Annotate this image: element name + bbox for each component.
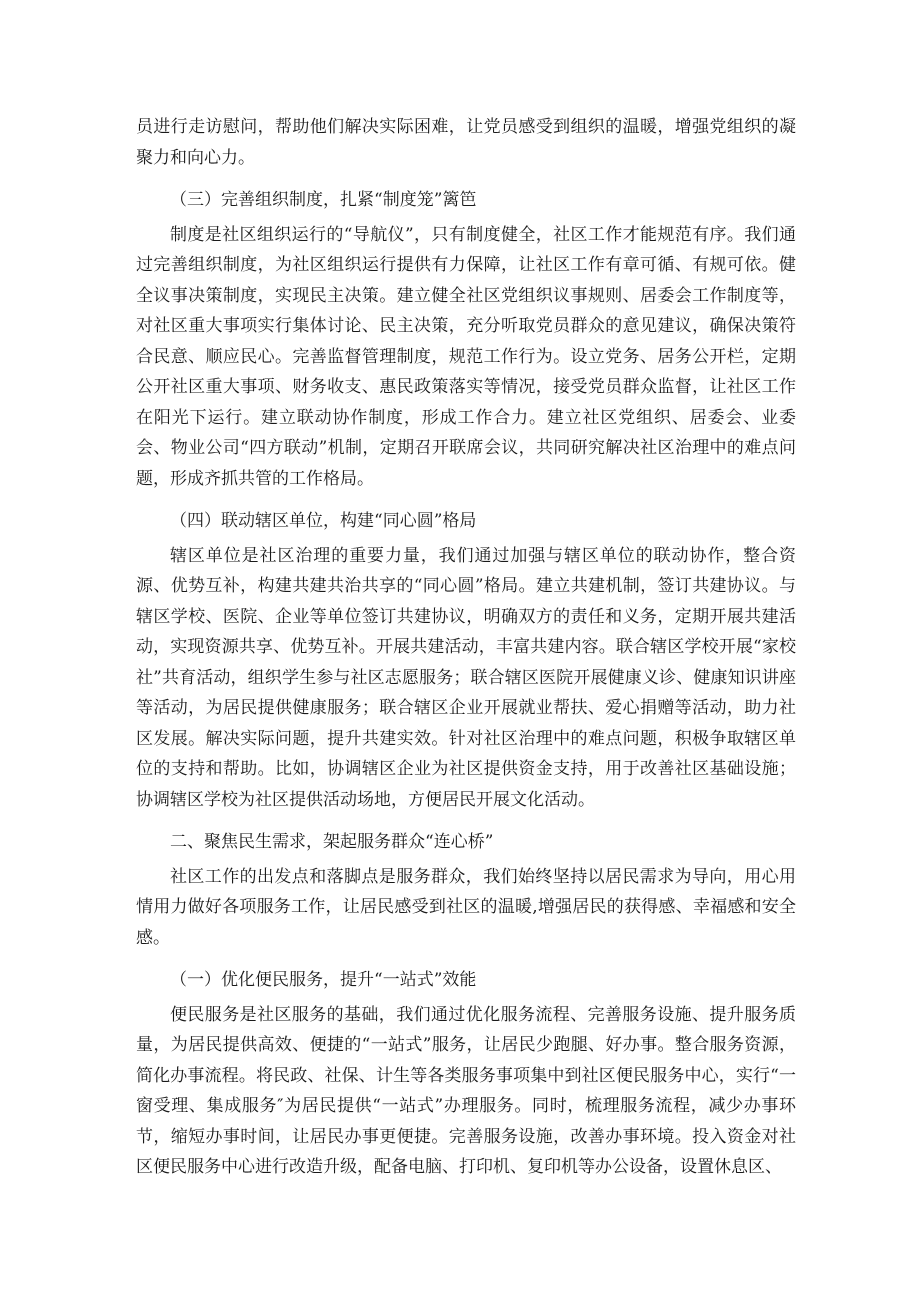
section-heading-3: （三）完善组织制度，扎紧“制度笼”篱笆 (170, 190, 477, 210)
section-heading-4: （四）联动辖区单位，构建“同心圆”格局 (170, 511, 477, 531)
document-body (136, 112, 796, 1183)
paragraph-continued: 员进行走访慰问，帮助他们解决实际困难，让党员感受到组织的温暖，增强党组织的凝聚力和向心力。 (136, 117, 796, 168)
paragraph-body: 制度是社区组织运行的“导航仪”，只有制度健全，社区工作才能规范有序。我们通过完善组织制度，为社区组织运行提供有力保障，让社区工作有章可循、有规可依。健全议事决策制度，实现民主决策。建立健全社区党组织议事规则、居委会工作制度等，对社区重大事项实行集体讨论、民主决策，充分听取党员群众的意见建议，确保决策符合民意、顺应民心。完善监督管理制度，规范工作行为。设立党务、居务公开栏，定期公开社区重大事项、财务收支、惠民政策落实等情况，接受党员群众监督，让社区工作在阳光下运行。建立联动协作制度，形成工作合力。建立社区党组织、居委会、业委会、物业公司“四方联动”机制，定期召开联席会议，共同研究解决社区治理中的难点问题，形成齐抓共管的工作格局。 (136, 224, 796, 489)
paragraph-body: 社区工作的出发点和落脚点是服务群众，我们始终坚持以居民需求为导向，用心用情用力做好各项服务工作，让居民感受到社区的温暖,增强居民的获得感、幸福感和安全感。 (136, 866, 796, 948)
paragraph-body: 辖区单位是社区治理的重要力量，我们通过加强与辖区单位的联动协作，整合资源、优势互补，构建共建共治共享的“同心圆”格局。建立共建机制，签订共建协议。与辖区学校、医院、企业等单位签订共建协议，明确双方的责任和义务，定期开展共建活动，实现资源共享、优势互补。开展共建活动，丰富共建内容。联合辖区学校开展“家校社”共育活动，组织学生参与社区志愿服务；联合辖区医院开展健康义诊、健康知识讲座等活动，为居民提供健康服务；联合辖区企业开展就业帮扶、爱心捐赠等活动，助力社区发展。解决实际问题，提升共建实效。针对社区治理中的难点问题，积极争取辖区单位的支持和帮助。比如，协调辖区企业为社区提供资金支持，用于改善社区基础设施；协调辖区学校为社区提供活动场地，方便居民开展文化活动。 (136, 545, 796, 810)
section-heading-1: （一）优化便民服务，提升“一站式”效能 (170, 970, 477, 990)
chapter-heading-2: 二、聚焦民生需求，架起服务群众“连心桥” (170, 832, 494, 852)
paragraph-body: 便民服务是社区服务的基础，我们通过优化服务流程、完善服务设施、提升服务质量，为居民提供高效、便捷的“一站式”服务，让居民少跑腿、好办事。整合服务资源，简化办事流程。将民政、社保、计生等各类服务事项集中到社区便民服务中心，实行“一窗受理、集成服务″为居民提供“一站式”办理服务。同时，梳理服务流程，减少办事环节，缩短办事时间，让居民办事更便捷。完善服务设施，改善办事环境。投入资金对社区便民服务中心进行改造升级，配备电脑、打印机、复印机等办公设备，设置休息区、 (136, 1004, 796, 1177)
